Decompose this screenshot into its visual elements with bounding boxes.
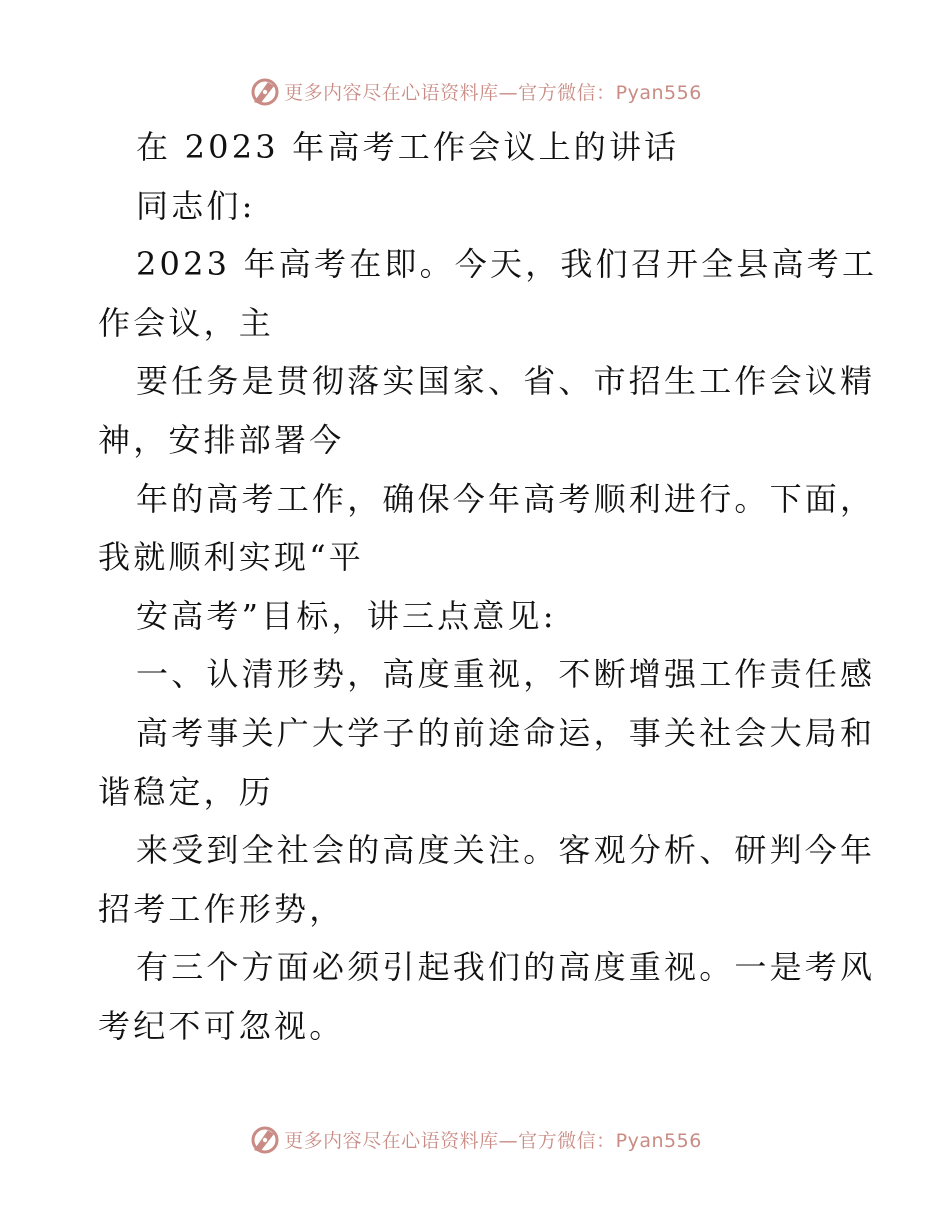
document-line: 在 2023 年高考工作会议上的讲话 xyxy=(136,128,680,166)
header-watermark xyxy=(0,71,950,111)
watermark-wechat-id: Pyan556 xyxy=(615,1129,702,1152)
document-line: 高考事关广大学子的前途命运，事关社会大局和 xyxy=(136,713,876,752)
watermark-text: 更多内容尽在心语资料库—官方微信：Pyan556 xyxy=(284,1129,702,1152)
document-line: 2023 年高考在即。今天，我们召开全县高考工 xyxy=(136,245,878,284)
document-line: 同志们: xyxy=(136,186,256,225)
document-body xyxy=(98,118,878,1056)
document-line: 有三个方面必须引起我们的高度重视。一是考风 xyxy=(136,948,876,987)
document-line: 招考工作形势， xyxy=(98,889,345,928)
watermark-text: 更多内容尽在心语资料库—官方微信：Pyan556 xyxy=(284,81,702,104)
document-line: 一、认清形势，高度重视，不断增强工作责任感 xyxy=(136,655,876,694)
document-line: 考纪不可忽视。 xyxy=(98,1006,345,1045)
document-line: 要任务是贯彻落实国家、省、市招生工作会议精 xyxy=(136,362,876,401)
document-line: 神，安排部署今 xyxy=(98,420,345,459)
watermark-wechat-id: Pyan556 xyxy=(615,81,702,104)
footer-watermark xyxy=(0,1119,950,1159)
document-line: 我就顺利实现“平 xyxy=(98,538,364,577)
pen-nib-logo-icon xyxy=(248,74,282,108)
document-line: 安高考”目标，讲三点意见: xyxy=(136,596,557,635)
pen-nib-logo-icon xyxy=(248,1122,282,1156)
document-line: 来受到全社会的高度关注。客观分析、研判今年 xyxy=(136,831,876,870)
document-line: 谐稳定，历 xyxy=(98,772,275,811)
document-line: 年的高考工作，确保今年高考顺利进行。下面， xyxy=(136,479,876,518)
document-line: 作会议，主 xyxy=(98,303,275,342)
